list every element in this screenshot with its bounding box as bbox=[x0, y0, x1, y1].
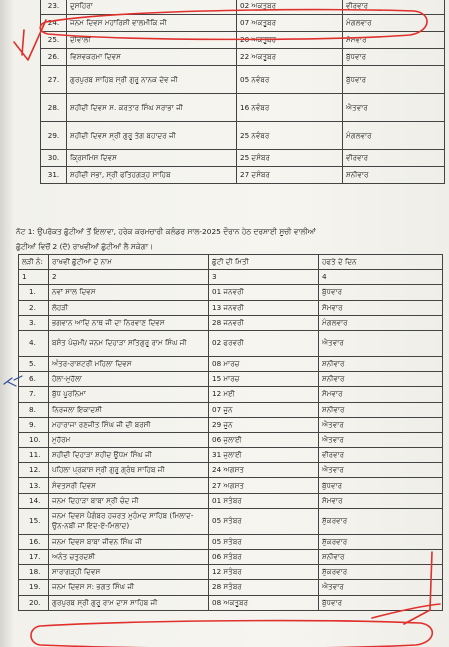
weekday-cell: ਸੋਮਵਾਰ bbox=[319, 300, 443, 315]
pen-scribble-margin bbox=[4, 376, 22, 386]
holiday-name-cell: ਸਾਰਾਗੜ੍ਹੀ ਦਿਵਸ bbox=[49, 565, 209, 580]
holiday-date-cell: 13 ਜਨਵਰੀ bbox=[209, 300, 319, 315]
column-number: 4 bbox=[319, 270, 443, 285]
weekday-cell: ਵੀਰਵਾਰ bbox=[343, 0, 445, 15]
serial-cell: 24. bbox=[41, 15, 67, 32]
weekday-cell: ਬੁੱਧਵਾਰ bbox=[319, 285, 443, 300]
column-number: 2 bbox=[49, 270, 209, 285]
holiday-name-cell: ਬਸੰਤ ਪੰਚਮੀ/ ਜਨਮ ਦਿਹਾੜਾ ਸਤਿਗੁਰੂ ਰਾਮ ਸਿੰਘ ਜੀ bbox=[49, 330, 209, 356]
weekday-cell: ਮੰਗਲਵਾਰ bbox=[343, 15, 445, 32]
column-number: 3 bbox=[209, 270, 319, 285]
holiday-date-cell: 15 ਮਾਰਚ bbox=[209, 372, 319, 387]
serial-cell: 8. bbox=[19, 402, 49, 417]
weekday-cell: ਐਤਵਾਰ bbox=[319, 417, 443, 432]
holiday-name-cell: ਹੋਲਾ-ਮੁਹੱਲਾ bbox=[49, 372, 209, 387]
holiday-date-cell: 07 ਅਕਤੂਬਰ bbox=[237, 15, 343, 32]
holiday-date-cell: 25 ਨਵੰਬਰ bbox=[237, 122, 343, 150]
holiday-name-cell: ਜਨਮ ਦਿਵਸ ਪੈਗੰਬਰ ਹਜ਼ਰਤ ਮੁਹੰਮਦ ਸਾਹਿਬ (ਮਿਲਾਦ-ਉਨ-ਨਬੀ ਜਾਂ ਇਦ-ਏ-ਮਿਲਾਦ) bbox=[49, 508, 209, 534]
serial-cell: 30. bbox=[41, 150, 67, 167]
weekday-cell: ਐਤਵਾਰ bbox=[319, 432, 443, 447]
holiday-name-cell: ਪਹਿਲਾ ਪ੍ਰਕਾਸ਼ ਸ੍ਰੀ ਗੁਰੂ ਗ੍ਰੰਥ ਸਾਹਿਬ ਜੀ bbox=[49, 463, 209, 478]
circle-mark-row-24 bbox=[40, 10, 427, 40]
holiday-name-cell: ਨਵਾਂ ਸਾਲ ਦਿਵਸ bbox=[49, 285, 209, 300]
serial-cell: 6. bbox=[19, 372, 49, 387]
holiday-name-cell: ਮੁਹੱਰਮ bbox=[49, 432, 209, 447]
holiday-name-cell: ਕ੍ਰਿਸਮਿਸ ਦਿਵਸ bbox=[67, 150, 237, 167]
holiday-name-cell: ਨਿਰਜਲਾ ਇਕਾਦਸ਼ੀ bbox=[49, 402, 209, 417]
weekday-cell: ਐਤਵਾਰ bbox=[343, 94, 445, 122]
note-line: ਛੁੱਟੀਆਂ ਵਿਚੋਂ 2 (ਦੋ) ਰਾਖਵੀਆਂ ਛੁੱਟੀਆਂ ਲੈ ਸਕੇਗਾ। bbox=[16, 242, 154, 251]
holiday-name-cell: ਸ਼ਹੀਦੀ ਦਿਵਸ ਸ੍ਰੀ ਗੁਰੂ ਤੇਗ ਬਹਾਦਰ ਜੀ bbox=[67, 122, 237, 150]
weekday-cell: ਸੋਮਵਾਰ bbox=[319, 493, 443, 508]
column-number: 1 bbox=[19, 270, 49, 285]
holiday-date-cell: 25 ਦਸੰਬਰ bbox=[237, 150, 343, 167]
holiday-name-cell: ਬੁੱਧ ਪੂਰਨਿਮਾ bbox=[49, 387, 209, 402]
holiday-name-cell: ਗੁਰਪੁਰਬ ਸਾਹਿਬ ਸ੍ਰੀ ਗੁਰੂ ਨਾਨਕ ਦੇਵ ਜੀ bbox=[67, 66, 237, 94]
holiday-name-cell: ਵਿਸ਼ਵਕਰਮਾ ਦਿਵਸ bbox=[67, 49, 237, 66]
holiday-date-cell: 22 ਅਕਤੂਬਰ bbox=[237, 49, 343, 66]
holiday-date-cell: 29 ਜੂਨ bbox=[209, 417, 319, 432]
holiday-date-cell: 01 ਸਤੰਬਰ bbox=[209, 493, 319, 508]
holiday-name-cell: ਅਨੰਤ ਚਤੁਰਦਸ਼ੀ bbox=[49, 550, 209, 565]
holiday-date-cell: 28 ਸਤੰਬਰ bbox=[209, 580, 319, 595]
serial-cell: 13. bbox=[19, 478, 49, 493]
weekday-cell: ਮੰਗਲਵਾਰ bbox=[319, 315, 443, 330]
holiday-date-cell: 16 ਨਵੰਬਰ bbox=[237, 94, 343, 122]
serial-cell: 27. bbox=[41, 66, 67, 94]
holiday-date-cell: 24 ਅਗਸਤ bbox=[209, 463, 319, 478]
holiday-name-cell: ਦੀਵਾਲੀ bbox=[67, 32, 237, 49]
weekday-cell: ਸ਼ਨੀਵਾਰ bbox=[343, 167, 445, 184]
holiday-date-cell: 06 ਜੁਲਾਈ bbox=[209, 432, 319, 447]
holiday-name-cell: ਭਗਵਾਨ ਆਦਿ ਨਾਥ ਜੀ ਦਾ ਨਿਰਵਾਣ ਦਿਵਸ bbox=[49, 315, 209, 330]
note-line: ਨੋਟ 1: ਉਪਰੋਕਤ ਛੁੱਟੀਆਂ ਤੋਂ ਇਲਾਵਾ, ਹਰੇਕ ਕਰਮਚਾਰੀ ਕਲੰਡਰ ਸਾਲ-2025 ਦੌਰਾਨ ਹੇਠ ਦਰਸਾਈ ਸੂਚੀ ਵਾਲੀਆਂ bbox=[16, 227, 316, 236]
weekday-cell: ਸ਼ੁੱਕਰਵਾਰ bbox=[319, 534, 443, 549]
circle-mark-row-20 bbox=[31, 621, 432, 647]
holiday-date-cell: 05 ਸਤੰਬਰ bbox=[209, 534, 319, 549]
weekday-cell: ਵੀਰਵਾਰ bbox=[319, 448, 443, 463]
serial-cell: 25. bbox=[41, 32, 67, 49]
weekday-cell: ਸ਼ਨੀਵਾਰ bbox=[319, 550, 443, 565]
serial-cell: 17. bbox=[19, 550, 49, 565]
serial-cell: 15. bbox=[19, 508, 49, 534]
holiday-name-cell: ਸ਼ਹੀਦੀ ਸਭਾ, ਸ੍ਰੀ ਫਤਿਹਗੜ੍ਹ ਸਾਹਿਬ bbox=[67, 167, 237, 184]
holiday-name-cell: ਗੁਰਪੁਰਬ ਸ੍ਰੀ ਗੁਰੂ ਰਾਮ ਦਾਸ ਸਾਹਿਬ ਜੀ bbox=[49, 595, 209, 610]
column-header: ਛੁੱਟੀ ਦੀ ਮਿਤੀ bbox=[209, 255, 319, 270]
serial-cell: 11. bbox=[19, 448, 49, 463]
weekday-cell: ਸ਼ੁੱਕਰਵਾਰ bbox=[319, 508, 443, 534]
holiday-date-cell: 12 ਸਤੰਬਰ bbox=[209, 565, 319, 580]
serial-cell: 31. bbox=[41, 167, 67, 184]
serial-cell: 5. bbox=[19, 356, 49, 371]
weekday-cell: ਸ਼ਨੀਵਾਰ bbox=[319, 372, 443, 387]
arrow-mark-bottom bbox=[372, 552, 440, 624]
weekday-cell: ਐਤਵਾਰ bbox=[319, 580, 443, 595]
holiday-date-cell: 27 ਦਸੰਬਰ bbox=[237, 167, 343, 184]
serial-cell: 26. bbox=[41, 49, 67, 66]
serial-cell: 28. bbox=[41, 94, 67, 122]
holiday-date-cell: 06 ਸਤੰਬਰ bbox=[209, 550, 319, 565]
weekday-cell: ਬੁੱਧਵਾਰ bbox=[319, 478, 443, 493]
weekday-cell: ਵੀਰਵਾਰ bbox=[343, 150, 445, 167]
serial-cell: 12. bbox=[19, 463, 49, 478]
weekday-cell: ਐਤਵਾਰ bbox=[319, 330, 443, 356]
weekday-cell: ਸ਼ੁੱਕਰਵਾਰ bbox=[319, 565, 443, 580]
serial-cell: 10. bbox=[19, 432, 49, 447]
holiday-name-cell: ਸ਼ਹੀਦੀ ਦਿਵਸ ਸ. ਕਰਤਾਰ ਸਿੰਘ ਸਰਾਭਾ ਜੀ bbox=[67, 94, 237, 122]
serial-cell: 29. bbox=[41, 122, 67, 150]
holiday-name-cell: ਮਹਾਰਾਜਾ ਰਣਜੀਤ ਸਿੰਘ ਜੀ ਦੀ ਬਰਸੀ bbox=[49, 417, 209, 432]
holiday-name-cell: ਸ਼ਹੀਦੀ ਦਿਹਾੜਾ ਸ਼ਹੀਦ ਊਧਮ ਸਿੰਘ ਜੀ bbox=[49, 448, 209, 463]
holiday-date-cell: 27 ਅਗਸਤ bbox=[209, 478, 319, 493]
serial-cell: 4. bbox=[19, 330, 49, 356]
weekday-cell: ਸ਼ਨੀਵਾਰ bbox=[319, 356, 443, 371]
weekday-cell: ਐਤਵਾਰ bbox=[319, 463, 443, 478]
serial-cell: 20. bbox=[19, 595, 49, 610]
holiday-name-cell: ਸੰਵਤਸਰੀ ਦਿਵਸ bbox=[49, 478, 209, 493]
holiday-date-cell: 08 ਮਾਰਚ bbox=[209, 356, 319, 371]
serial-cell: 3. bbox=[19, 315, 49, 330]
holiday-date-cell: 08 ਅਕਤੂਬਰ bbox=[209, 595, 319, 610]
holiday-date-cell: 20 ਅਕਤੂਬਰ bbox=[237, 32, 343, 49]
holiday-date-cell: 02 ਫਰਵਰੀ bbox=[209, 330, 319, 356]
serial-cell: 16. bbox=[19, 534, 49, 549]
column-header: ਰਾਖਵੀਂ ਛੁੱਟੀਆਂ ਦੇ ਨਾਮ bbox=[49, 255, 209, 270]
holiday-date-cell: 31 ਜੁਲਾਈ bbox=[209, 448, 319, 463]
holiday-date-cell: 05 ਨਵੰਬਰ bbox=[237, 66, 343, 94]
serial-cell: 2. bbox=[19, 300, 49, 315]
holiday-date-cell: 28 ਜਨਵਰੀ bbox=[209, 315, 319, 330]
weekday-cell: ਬੁੱਧਵਾਰ bbox=[319, 595, 443, 610]
holiday-name-cell: ਦੁਸਹਿਰਾ bbox=[67, 0, 237, 15]
weekday-cell: ਸੋਮਵਾਰ bbox=[343, 32, 445, 49]
holiday-name-cell: ਜਨਮ ਦਿਹਾੜਾ ਬਾਬਾ ਸ੍ਰੀ ਚੰਦ ਜੀ bbox=[49, 493, 209, 508]
holiday-date-cell: 05 ਸਤੰਬਰ bbox=[209, 508, 319, 534]
serial-cell: 19. bbox=[19, 580, 49, 595]
holiday-date-cell: 02 ਅਕਤੂਬਰ bbox=[237, 0, 343, 15]
weekday-cell: ਬੁੱਧਵਾਰ bbox=[343, 49, 445, 66]
weekday-cell: ਸ਼ਨੀਵਾਰ bbox=[319, 402, 443, 417]
holiday-date-cell: 12 ਮਈ bbox=[209, 387, 319, 402]
holiday-name-cell: ਲੋਹੜੀ bbox=[49, 300, 209, 315]
column-header: ਲੜੀ ਨੰ: bbox=[19, 255, 49, 270]
serial-cell: 18. bbox=[19, 565, 49, 580]
serial-cell: 9. bbox=[19, 417, 49, 432]
weekday-cell: ਬੁੱਧਵਾਰ bbox=[343, 66, 445, 94]
serial-cell: 1. bbox=[19, 285, 49, 300]
column-header: ਹਫਤੇ ਦੇ ਦਿਨ bbox=[319, 255, 443, 270]
serial-cell: 7. bbox=[19, 387, 49, 402]
holiday-name-cell: ਜਨਮ ਦਿਵਸ ਸ: ਭਗਤ ਸਿੰਘ ਜੀ bbox=[49, 580, 209, 595]
holiday-date-cell: 01 ਜਨਵਰੀ bbox=[209, 285, 319, 300]
holiday-name-cell: ਅੰਤਰ-ਰਾਸ਼ਟਰੀ ਮਹਿਲਾ ਦਿਵਸ bbox=[49, 356, 209, 371]
serial-cell: 14. bbox=[19, 493, 49, 508]
serial-cell: 23. bbox=[41, 0, 67, 15]
holiday-name-cell: ਜਨਮ ਦਿਵਸ ਬਾਬਾ ਜੀਵਨ ਸਿੰਘ ਜੀ bbox=[49, 534, 209, 549]
weekday-cell: ਮੰਗਲਵਾਰ bbox=[343, 122, 445, 150]
weekday-cell: ਸੋਮਵਾਰ bbox=[319, 387, 443, 402]
holiday-date-cell: 07 ਜੂਨ bbox=[209, 402, 319, 417]
holiday-name-cell: ਜਨਮ ਦਿਵਸ ਮਹਾਂਰਿਸ਼ੀ ਵਾਲਮੀਕਿ ਜੀ bbox=[67, 15, 237, 32]
